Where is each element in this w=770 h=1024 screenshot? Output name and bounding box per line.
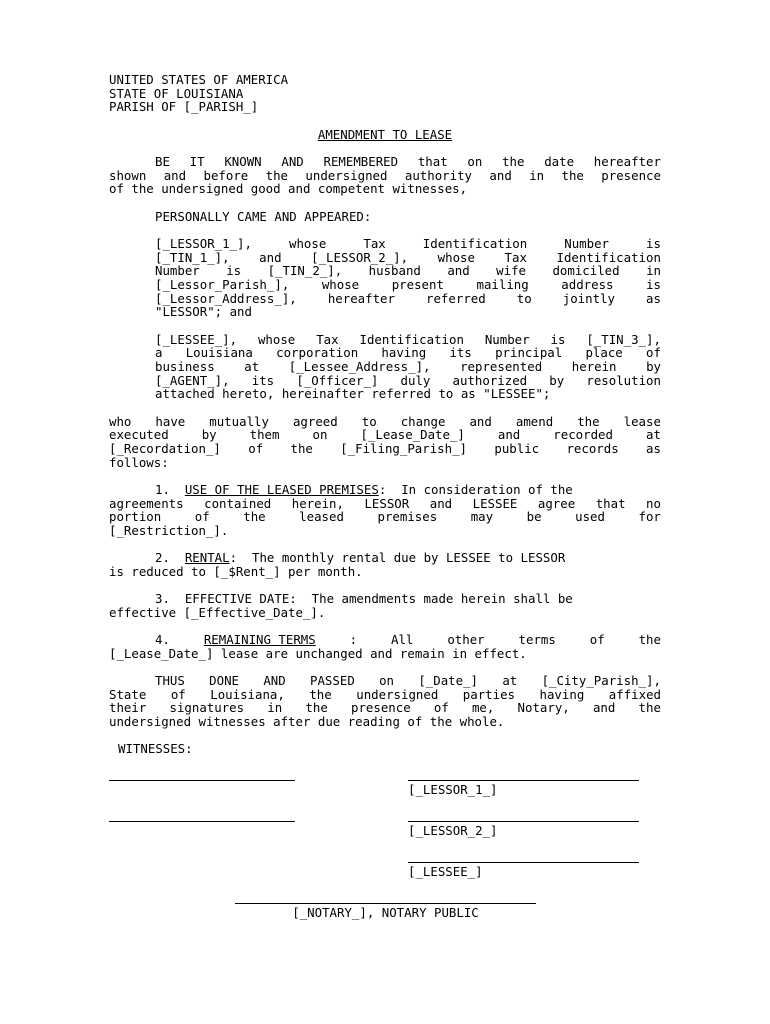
section-1-line-3-word: may xyxy=(470,509,494,524)
lessor-line-1-word: [_LESSOR_1_], xyxy=(155,236,252,251)
lessee-line-3 xyxy=(155,360,661,374)
intro-line-1-word: AND xyxy=(281,154,304,169)
section-1-line-3-word: portion xyxy=(109,509,162,524)
section-4-line-2: [_Lease_Date_] lease are unchanged and remain in effect. xyxy=(109,646,527,661)
lessor-line-6: "LESSOR"; and xyxy=(155,304,252,319)
agreed-line-1-word: change xyxy=(400,414,446,429)
section-2-heading: RENTAL xyxy=(184,550,230,565)
lessor-1-signature-name: [_LESSOR_1_] xyxy=(408,782,498,797)
lessee-line-2-word: principal xyxy=(495,345,563,360)
closing-line-3-word: and xyxy=(592,700,616,715)
intro-line-2-word: shown xyxy=(109,168,147,183)
header-state: STATE OF LOUISIANA xyxy=(109,86,244,101)
lessor-line-4-word: is xyxy=(646,277,661,292)
lessee-line-2-word: of xyxy=(646,345,661,360)
lessor-line-5-word: as xyxy=(646,291,661,306)
lessee-line-3-word: at xyxy=(244,359,260,374)
lessor-line-5-word: jointly xyxy=(562,291,615,306)
section-1-line-2-word: LESSOR xyxy=(364,496,410,511)
lessor-1-signature-line xyxy=(408,780,639,781)
lessee-line-1-word: Number xyxy=(484,332,530,347)
agreed-line-1-word: amend xyxy=(515,414,554,429)
section-1-number: 1. xyxy=(155,482,170,497)
section-4-first-rest-4: terms xyxy=(518,632,556,647)
lessor-line-2-word: [_LESSOR_2_], xyxy=(311,250,409,265)
lessor-line-3-word: and xyxy=(447,263,470,278)
intro-line-2-word: before xyxy=(203,168,249,183)
lessee-line-2-word: place xyxy=(585,345,623,360)
section-1-line-2-word: no xyxy=(646,496,661,511)
lessor-line-4-word: [_Lessor_Parish_], xyxy=(155,277,290,292)
lessee-line-4-word: its xyxy=(251,373,275,388)
section-4-first-rest-1: : xyxy=(349,632,358,647)
section-1-line-2-word: agreements xyxy=(109,496,184,511)
closing-line-1-word: AND xyxy=(263,673,286,688)
lessee-line-4-word: [_AGENT_], xyxy=(155,373,230,388)
lessee-line-3-word: [_Lessee_Address_], xyxy=(288,359,431,374)
agreed-line-3-word: records xyxy=(566,441,619,456)
document-title: AMENDMENT TO LEASE xyxy=(317,127,453,142)
lessor-line-1-word: is xyxy=(646,236,661,251)
notary-signature-line xyxy=(235,903,536,904)
section-4-first-rest-6: the xyxy=(638,632,661,647)
agreed-line-2-word: on xyxy=(312,427,328,442)
section-1-line-3-word: leased xyxy=(299,509,344,524)
closing-line-1-word: PASSED xyxy=(310,673,355,688)
section-1-line-2-word: agree xyxy=(537,496,576,511)
lessee-line-1-word: Tax xyxy=(316,332,339,347)
lessee-line-2-word: corporation xyxy=(276,345,359,360)
closing-line-2-word: Louisiana, xyxy=(210,687,285,702)
intro-line-1-word: BE xyxy=(155,154,170,169)
section-1-first-rest: : In consideration of the xyxy=(378,482,573,497)
section-4-first-rest-5: of xyxy=(589,632,605,647)
closing-line-2-word: undersigned xyxy=(356,687,439,702)
closing-line-4: undersigned witnesses after due reading of the whole. xyxy=(109,714,505,729)
lessee-line-3-word: represented xyxy=(460,359,543,374)
section-1-line-3-word: be xyxy=(526,509,542,524)
header-parish: PARISH OF [_PARISH_] xyxy=(109,99,259,114)
intro-line-1-word: that xyxy=(417,154,448,169)
intro-line-1-word: hereafter xyxy=(593,154,661,169)
appeared-heading: PERSONALLY CAME AND APPEARED: xyxy=(155,209,372,224)
lessee-line-2-word: having xyxy=(381,345,427,360)
agreed-line-1-word: mutually xyxy=(209,414,269,429)
section-4-first-line xyxy=(155,633,661,647)
agreed-line-2-word: them xyxy=(249,427,280,442)
agreed-line-3 xyxy=(109,442,661,456)
intro-line-2-word: the xyxy=(561,168,584,183)
agreed-line-1-word: lease xyxy=(623,414,661,429)
lessee-line-4-word: duly xyxy=(400,373,431,388)
agreed-line-3-word: the xyxy=(290,441,313,456)
agreed-line-3-word: [_Recordation_] xyxy=(109,441,221,456)
lessee-line-1-word: [_TIN_3_], xyxy=(586,332,661,347)
closing-line-2-word: parties xyxy=(462,687,516,702)
lessor-line-5-word: hereafter xyxy=(327,291,395,306)
section-1-line-2-word: contained xyxy=(204,496,272,511)
closing-line-3-word: signatures xyxy=(169,700,245,715)
lessor-line-1-word: Number xyxy=(564,236,610,251)
agreed-line-1-word: who xyxy=(109,414,132,429)
section-2-line-2: is reduced to [_$Rent_] per month. xyxy=(109,564,363,579)
lessor-line-3-word: [_TIN_2_], xyxy=(267,263,343,278)
lessee-line-1-word: [_LESSEE_], xyxy=(155,332,238,347)
intro-line-2-word: undersigned xyxy=(305,168,388,183)
lessee-line-4-word: [_Officer_] xyxy=(296,373,379,388)
closing-line-1-word: [_City_Parish_], xyxy=(541,673,661,688)
agreed-line-1-word: the xyxy=(577,414,600,429)
intro-line-1-word: KNOWN xyxy=(224,154,262,169)
closing-line-3-word: in xyxy=(267,700,283,715)
lessor-line-3-word: wife xyxy=(496,263,527,278)
section-4-first-rest-2: All xyxy=(391,632,414,647)
lessor-line-3-word: Number xyxy=(155,263,200,278)
witness-1-signature-line xyxy=(109,780,295,781)
closing-line-2-word: State xyxy=(109,687,147,702)
section-1-line-2-word: that xyxy=(595,496,626,511)
lessor-line-4-word: mailing xyxy=(476,277,529,292)
section-1-line-3-word: for xyxy=(638,509,661,524)
intro-line-2-word: presence xyxy=(601,168,661,183)
lessee-line-4-word: authorized xyxy=(452,373,528,388)
lessor-line-1-word: Identification xyxy=(422,236,528,251)
lessee-line-1-word: whose xyxy=(257,332,296,347)
agreed-line-3-word: [_Filing_Parish_] xyxy=(340,441,468,456)
intro-line-1-word: REMEMBERED xyxy=(323,154,399,169)
closing-line-1-word: at xyxy=(502,673,518,688)
closing-line-3-word: of xyxy=(433,700,449,715)
section-1-line-4: [_Restriction_]. xyxy=(109,523,229,538)
closing-line-2-word: of xyxy=(170,687,186,702)
intro-line-1 xyxy=(155,155,661,169)
section-1-line-2-word: LESSEE xyxy=(472,496,518,511)
closing-line-2-word: the xyxy=(309,687,332,702)
agreed-line-4: follows: xyxy=(109,455,169,470)
lessor-line-3-word: husband xyxy=(368,263,421,278)
section-4-number: 4. xyxy=(155,632,170,647)
lessee-line-5: attached hereto, hereinafter referred to as "LESSEE"; xyxy=(155,386,551,401)
section-2-first-rest: : The monthly rental due by LESSEE to LESSOR xyxy=(229,550,566,565)
agreed-line-3-word: of xyxy=(248,441,264,456)
lessor-line-4-word: whose xyxy=(321,277,360,292)
agreed-line-2-word: executed xyxy=(109,427,169,442)
section-2-first-line xyxy=(155,551,565,565)
lessor-2-signature-name: [_LESSOR_2_] xyxy=(408,823,498,838)
lessee-line-2-word: Louisiana xyxy=(185,345,253,360)
agreed-line-2-word: at xyxy=(646,427,661,442)
intro-line-2-word: authority xyxy=(404,168,473,183)
section-1-line-3-word: the xyxy=(243,509,266,524)
intro-line-1-word: date xyxy=(544,154,575,169)
closing-line-2-word: having xyxy=(539,687,585,702)
intro-line-2-word: in xyxy=(529,168,545,183)
intro-line-1-word: IT xyxy=(189,154,205,169)
lessee-line-3-word: by xyxy=(646,359,661,374)
closing-line-1-word: DONE xyxy=(209,673,239,688)
lessor-line-2-word: whose xyxy=(437,250,475,265)
lessor-line-2-word: Tax xyxy=(504,250,527,265)
section-2-number: 2. xyxy=(155,550,170,565)
section-1-line-3 xyxy=(109,510,661,524)
agreed-line-2-word: recorded xyxy=(553,427,613,442)
agreed-line-2-word: [_Lease_Date_] xyxy=(360,427,465,442)
section-4-first-rest-3: other xyxy=(447,632,485,647)
agreed-line-2-word: by xyxy=(201,427,217,442)
lessee-line-3-word: herein xyxy=(571,359,617,374)
lessor-line-3-word: is xyxy=(226,263,242,278)
agreed-line-3-word: as xyxy=(646,441,661,456)
section-1-line-2-word: herein, xyxy=(291,496,344,511)
lessor-line-5-word: referred xyxy=(426,291,486,306)
header-country: UNITED STATES OF AMERICA xyxy=(109,72,289,87)
closing-line-1 xyxy=(155,674,661,688)
lessor-line-1-word: Tax xyxy=(363,236,386,251)
intro-line-2-word: the xyxy=(265,168,289,183)
closing-line-3-word: the xyxy=(638,700,661,715)
lessee-line-2 xyxy=(155,346,661,360)
closing-line-3-word: their xyxy=(109,700,147,715)
closing-line-2-word: affixed xyxy=(608,687,661,702)
closing-line-3-word: me, xyxy=(471,700,495,715)
lessor-line-4-word: present xyxy=(391,277,444,292)
section-3-first-line: 3. EFFECTIVE DATE: The amendments made herein shall be xyxy=(155,591,573,606)
intro-line-1-word: on xyxy=(467,154,483,169)
lessor-line-3-word: in xyxy=(646,263,661,278)
section-1-line-3-word: premises xyxy=(377,509,438,524)
agreed-line-3-word: public xyxy=(494,441,540,456)
lessee-line-4-word: by xyxy=(549,373,565,388)
lessor-line-1 xyxy=(155,237,661,251)
agreed-line-2 xyxy=(109,428,661,442)
section-1-first-line xyxy=(155,483,573,497)
closing-line-3 xyxy=(109,701,661,715)
lessor-line-3 xyxy=(155,264,661,278)
lessor-line-4-word: address xyxy=(561,277,614,292)
intro-line-2-word: and xyxy=(489,168,512,183)
agreed-line-1-word: to xyxy=(361,414,377,429)
witnesses-label: WITNESSES: xyxy=(118,741,193,756)
agreed-line-1-word: agreed xyxy=(292,414,338,429)
section-3-line-2: effective [_Effective_Date_]. xyxy=(109,605,326,620)
closing-line-3-word: the xyxy=(305,700,328,715)
section-1-heading: USE OF THE LEASED PREMISES xyxy=(184,482,379,497)
lessee-line-4-word: resolution xyxy=(586,373,661,388)
closing-line-1-word: on xyxy=(379,673,395,688)
lessee-line-1-word: is xyxy=(550,332,566,347)
lessor-line-2-word: [_TIN_1_], xyxy=(155,250,230,265)
lessor-2-signature-line xyxy=(408,821,639,822)
intro-line-1-word: the xyxy=(502,154,525,169)
lessor-line-3-word: domiciled xyxy=(552,263,620,278)
intro-line-3: of the undersigned good and competent witnesses, xyxy=(109,181,468,196)
lessee-line-1-word: Identification xyxy=(359,332,464,347)
lessor-line-5-word: to xyxy=(516,291,532,306)
lessee-signature-line xyxy=(408,862,639,863)
agreed-line-1-word: have xyxy=(155,414,186,429)
intro-line-2-word: and xyxy=(163,168,187,183)
closing-line-1-word: [_Date_] xyxy=(418,673,479,688)
lessee-line-3-word: business xyxy=(155,359,215,374)
section-1-line-3-word: of xyxy=(194,509,210,524)
witness-2-signature-line xyxy=(109,821,295,822)
lessee-line-2-word: a xyxy=(155,345,163,360)
lessor-line-5-word: [_Lessor_Address_], xyxy=(155,291,297,306)
agreed-line-2-word: and xyxy=(497,427,521,442)
lessor-line-1-word: whose xyxy=(289,236,327,251)
lessor-line-4 xyxy=(155,278,661,292)
section-1-line-3-word: used xyxy=(575,509,605,524)
section-4-heading: REMAINING TERMS xyxy=(203,632,316,647)
closing-line-3-word: presence xyxy=(350,700,411,715)
lessor-line-2-word: Identification xyxy=(556,250,661,265)
section-1-line-2-word: and xyxy=(429,496,453,511)
agreed-line-1-word: and xyxy=(469,414,492,429)
notary-signature-name: [_NOTARY_], NOTARY PUBLIC xyxy=(292,905,479,920)
lessor-line-2-word: and xyxy=(259,250,282,265)
closing-line-3-word: Notary, xyxy=(517,700,570,715)
lessee-signature-name: [_LESSEE_] xyxy=(408,864,483,879)
lessee-line-2-word: its xyxy=(449,345,472,360)
closing-line-1-word: THUS xyxy=(155,673,185,688)
